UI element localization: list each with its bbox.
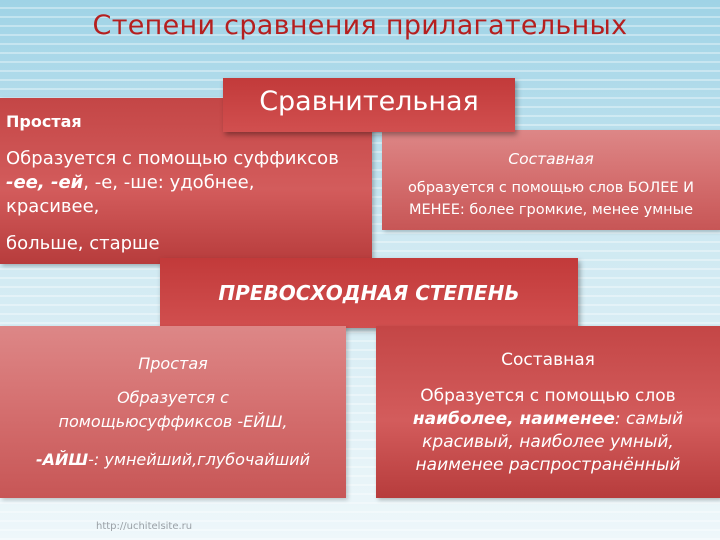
superlative-simple-line2: помощьюсуффиксов -ЕЙШ, [58,412,288,431]
superlative-simple-suffix: -АЙШ [35,450,89,469]
comparative-simple-line4: больше, старше [6,233,160,254]
superlative-compound-words: наиболее, наименее [412,409,615,429]
superlative-header [160,258,578,328]
superlative-simple-line3 [0,450,346,469]
superlative-compound-panel [376,326,720,498]
watermark-text: http://uchitelsite.ru [96,521,193,532]
superlative-compound-line2-rest: : самый [614,409,684,429]
comparative-simple-line1: Образуется с помощью суффиксов [6,148,339,169]
superlative-compound-line1: Образуется с помощью слов [420,386,676,406]
comparative-compound-line2: МЕНЕЕ: более громкие, менее умные [408,202,694,218]
comparative-compound-label: Составная [508,150,594,168]
comparative-compound-panel [382,130,720,230]
page-title: Степени сравнения прилагательных [92,10,628,41]
comparative-simple-label: Простая [6,112,82,131]
superlative-compound-label: Составная [501,350,595,370]
comparative-header-label: Сравнительная [259,86,479,117]
superlative-simple-line1: Образуется с [117,388,229,407]
comparative-compound-line1: образуется с помощью слов БОЛЕЕ И [408,180,694,196]
comparative-header [223,78,515,132]
comparative-simple-line2-rest: , -е, -ше: удобнее, [83,172,255,193]
comparative-simple-suffixes: -ее, -ей [6,172,84,193]
superlative-simple-line3-rest: -: умнейший,глубочайший [88,450,311,469]
superlative-header-label: ПРЕВОСХОДНАЯ СТЕПЕНЬ [218,281,520,305]
comparative-simple-line2 [6,172,254,193]
superlative-compound-line4: наименее распространённый [415,455,681,475]
superlative-simple-label: Простая [138,354,208,373]
superlative-compound-line2 [376,409,720,429]
superlative-simple-panel [0,326,346,498]
superlative-compound-line3: красивый, наиболее умный, [422,432,674,452]
comparative-simple-line3: красивее, [6,196,100,217]
